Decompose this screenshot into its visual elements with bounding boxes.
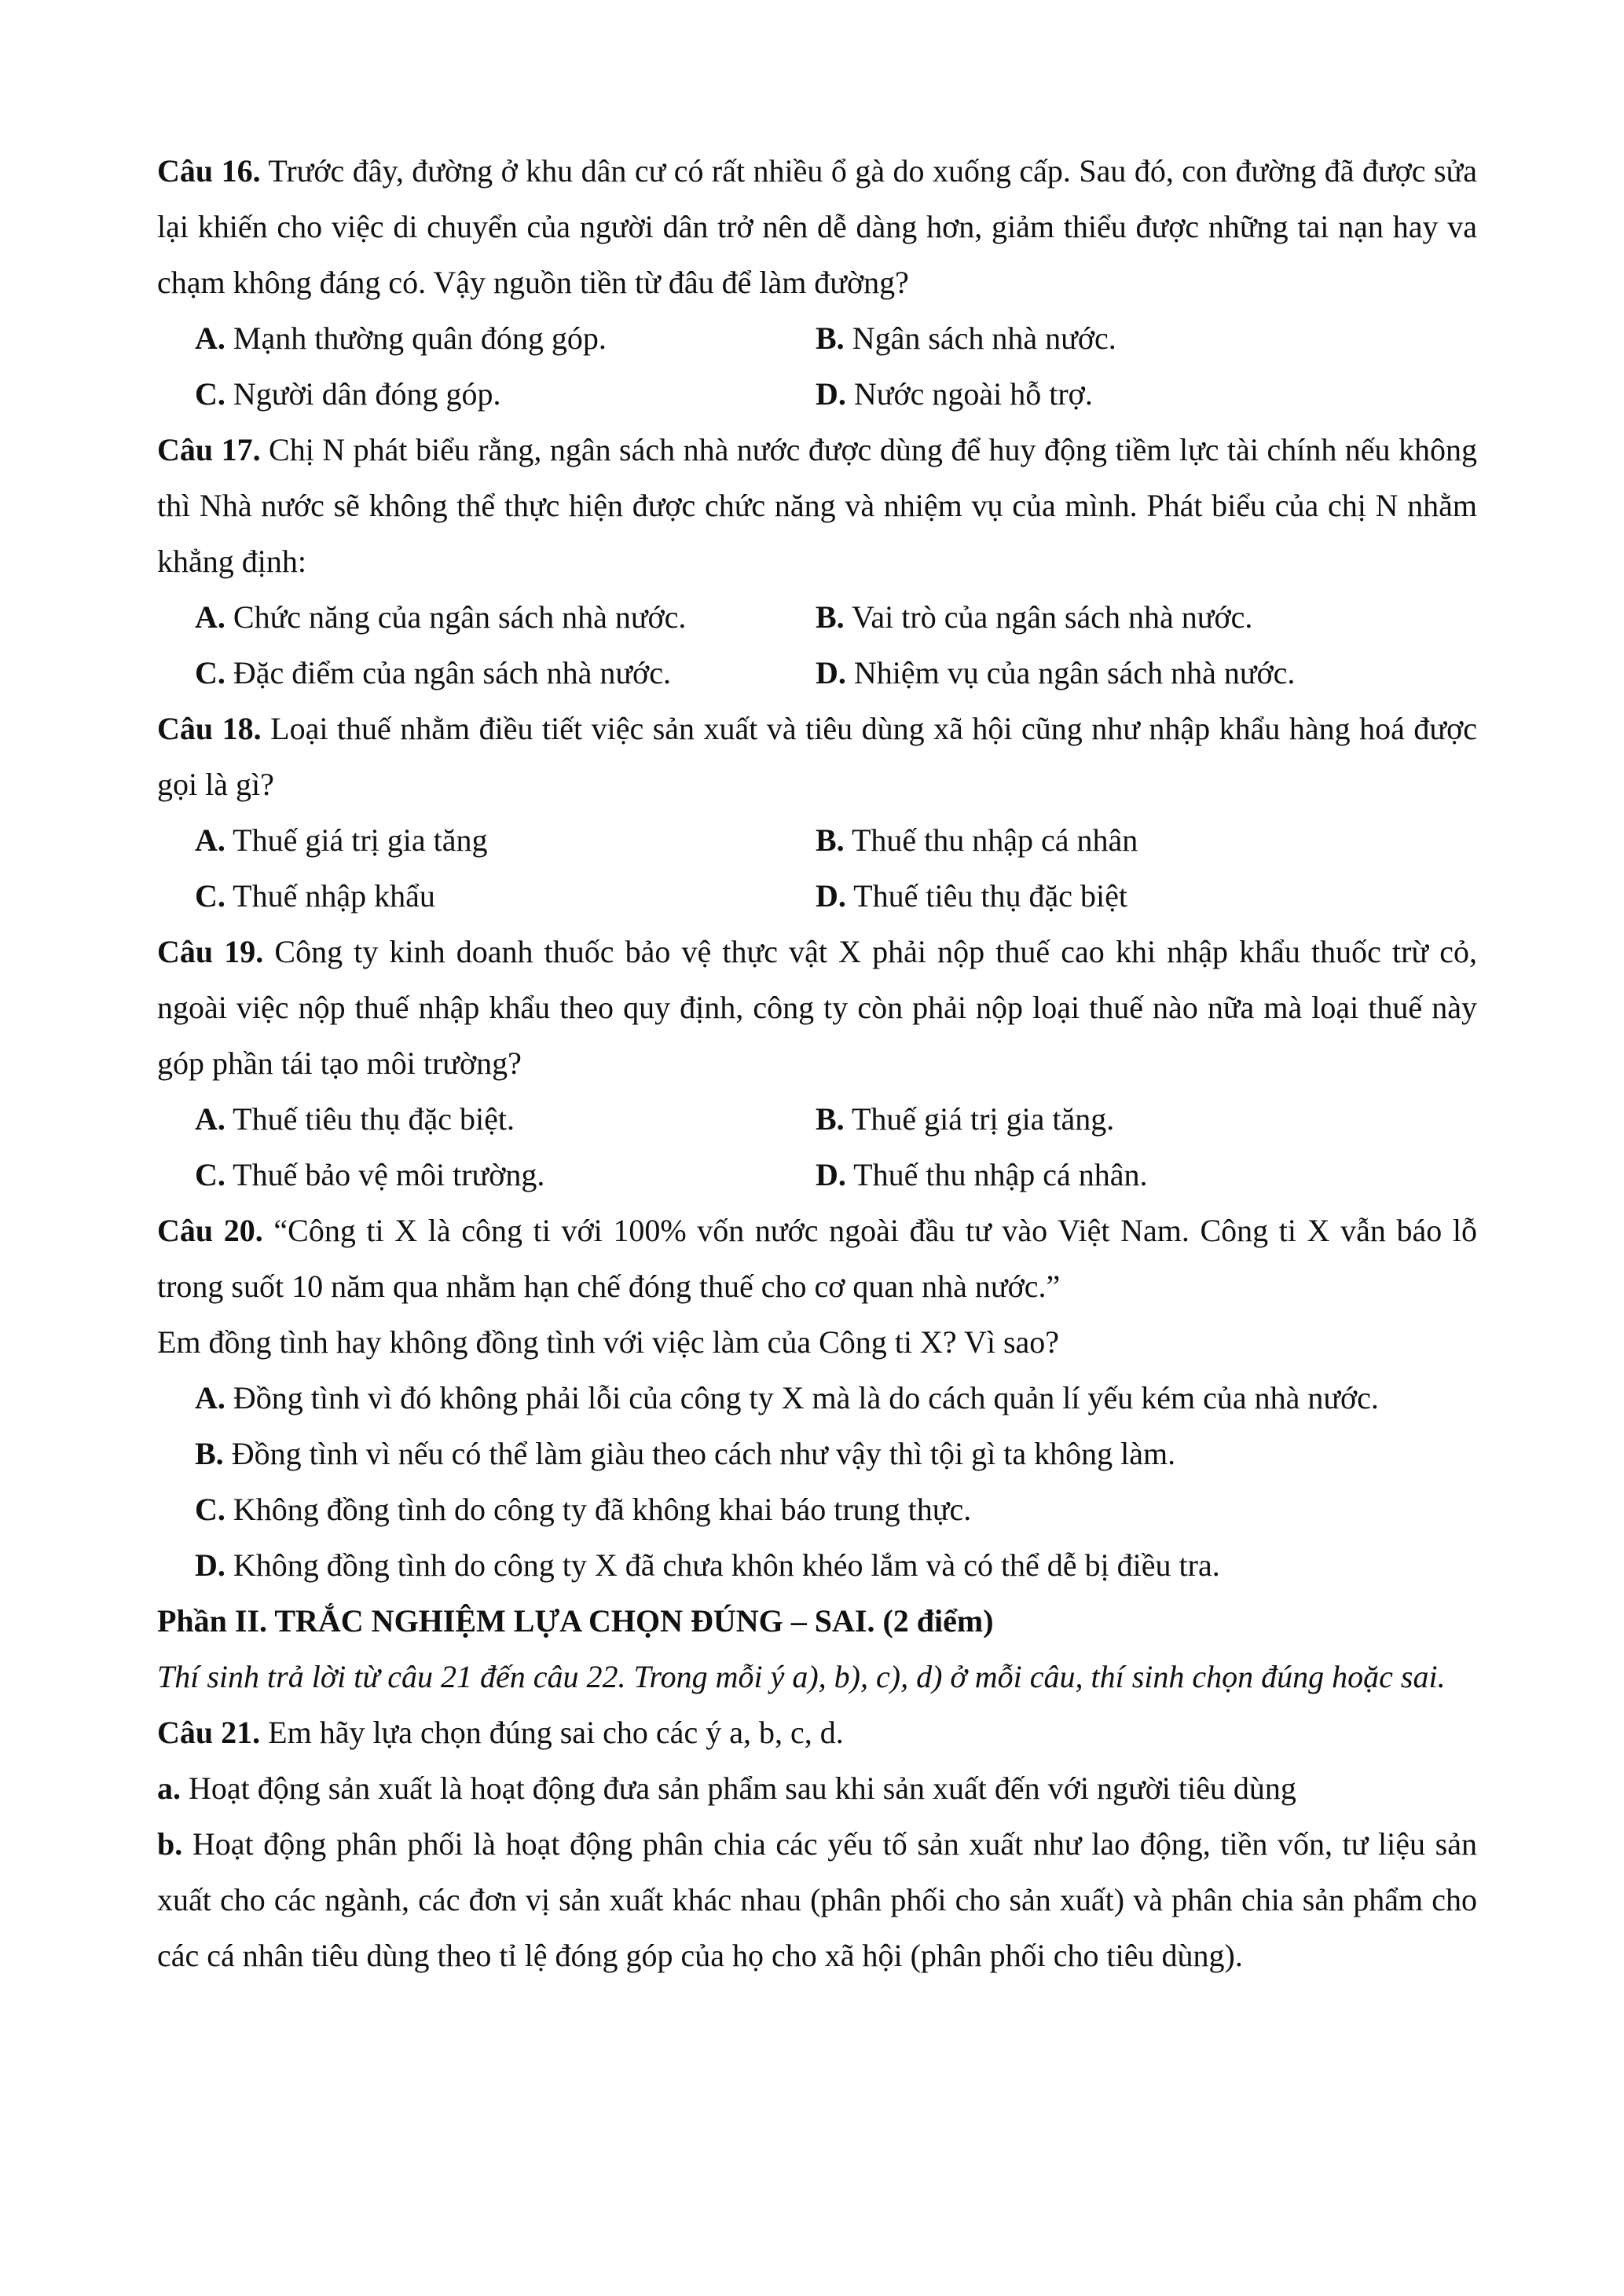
option-a[interactable] [195,310,816,366]
question-text: Em hãy lựa chọn đúng sai cho các ý a, b, c, d. [260,1715,844,1750]
statement-letter: b. [157,1826,183,1862]
question-20-options [157,1370,1477,1593]
option-text: Đồng tình vì nếu có thể làm giàu theo cách như vậy thì tội gì ta không làm. [223,1436,1176,1471]
option-d[interactable] [816,1147,1477,1203]
question-label: Câu 17. [157,432,261,467]
question-19-options [157,1091,1477,1203]
question-label: Câu 21. [157,1715,261,1750]
option-text: Thuế bảo vệ môi trường. [225,1157,545,1192]
option-text: Thuế nhập khẩu [225,878,435,914]
option-letter: C. [195,1492,225,1527]
question-18 [157,701,1477,812]
statement-b [157,1816,1477,1983]
option-text: Thuế tiêu thụ đặc biệt. [225,1101,515,1137]
question-16-options [157,310,1477,422]
option-c[interactable] [195,1481,1477,1537]
option-letter: D. [816,878,846,914]
option-letter: D. [816,1157,846,1192]
question-19 [157,924,1477,1091]
option-text: Thuế giá trị gia tăng. [844,1101,1115,1137]
option-letter: D. [816,655,846,690]
statement-text: Hoạt động phân phối là hoạt động phân chia các yếu tố sản xuất như lao động, tiền vốn, tư liệu sản xuất cho các ngành, các đơn vị sản xuất khác nhau (phân phối cho sản xuất) và phân chia sản phẩm cho các cá nhân tiêu dùng theo tỉ lệ đóng góp của họ cho xã hội (phân phối cho tiêu dùng). [157,1826,1477,1973]
question-label: Câu 18. [157,711,262,746]
option-letter: B. [816,599,845,635]
question-17 [157,422,1477,589]
option-letter: A. [195,822,225,858]
option-letter: D. [816,376,846,412]
option-letter: C. [195,1157,225,1192]
option-b[interactable] [816,1091,1477,1147]
question-label: Câu 16. [157,153,261,189]
question-20 [157,1203,1477,1314]
option-text: Thuế tiêu thụ đặc biệt [845,878,1127,914]
question-21 [157,1705,1477,1760]
option-d[interactable] [195,1537,1477,1593]
option-b[interactable] [816,812,1477,868]
option-b[interactable] [816,589,1477,645]
question-text: Loại thuế nhằm điều tiết việc sản xuất và tiêu dùng xã hội cũng như nhập khẩu hàng hoá được gọi là gì? [157,711,1477,802]
option-b[interactable] [195,1426,1477,1481]
option-letter: A. [195,599,225,635]
option-a[interactable] [195,812,816,868]
option-letter: B. [195,1436,224,1471]
option-letter: D. [195,1547,225,1583]
question-label: Câu 20. [157,1213,263,1248]
section-heading: Phần II. TRẮC NGHIỆM LỰA CHỌN ĐÚNG – SAI. (2 điểm) [157,1603,994,1639]
option-a[interactable] [195,589,816,645]
option-c[interactable] [195,645,816,701]
option-text: Thuế giá trị gia tăng [225,822,488,858]
question-20-prompt: Em đồng tình hay không đồng tình với việc làm của Công ti X? Vì sao? [157,1324,1060,1360]
option-d[interactable] [816,366,1477,422]
option-letter: A. [195,320,225,356]
option-a[interactable] [195,1370,1477,1426]
option-text: Nước ngoài hỗ trợ. [845,376,1093,412]
option-letter: C. [195,878,225,914]
option-letter: B. [816,1101,845,1137]
question-label: Câu 19. [157,934,264,969]
section-instruction: Thí sinh trả lời từ câu 21 đến câu 22. Trong mỗi ý a), b), c), d) ở mỗi câu, thí sinh chọn đúng hoặc sai. [157,1659,1446,1694]
option-text: Nhiệm vụ của ngân sách nhà nước. [845,655,1296,690]
option-a[interactable] [195,1091,816,1147]
option-letter: A. [195,1101,225,1137]
statement-letter: a. [157,1771,181,1806]
option-letter: C. [195,376,225,412]
option-text: Người dân đóng góp. [225,376,501,412]
question-17-options [157,589,1477,701]
question-18-options [157,812,1477,924]
statement-text: Hoạt động sản xuất là hoạt động đưa sản phẩm sau khi sản xuất đến với người tiêu dùng [181,1771,1296,1806]
question-text: “Công ti X là công ti với 100% vốn nước ngoài đầu tư vào Việt Nam. Công ti X vẫn báo lỗ trong suốt 10 năm qua nhằm hạn chế đóng thuế cho cơ quan nhà nước.” [157,1213,1477,1304]
option-c[interactable] [195,1147,816,1203]
option-text: Đặc điểm của ngân sách nhà nước. [225,655,671,690]
option-letter: C. [195,655,225,690]
option-letter: A. [195,1380,225,1415]
statement-a [157,1760,1477,1816]
option-text: Ngân sách nhà nước. [844,320,1116,356]
option-text: Thuế thu nhập cá nhân. [845,1157,1148,1192]
option-d[interactable] [816,868,1477,924]
option-text: Mạnh thường quân đóng góp. [225,320,607,356]
option-d[interactable] [816,645,1477,701]
option-b[interactable] [816,310,1477,366]
option-letter: B. [816,320,845,356]
option-text: Không đồng tình do công ty X đã chưa khôn khéo lắm và có thể dễ bị điều tra. [225,1547,1220,1583]
option-text: Không đồng tình do công ty đã không khai báo trung thực. [225,1492,972,1527]
exam-page [157,143,1477,1983]
option-text: Thuế thu nhập cá nhân [844,822,1138,858]
option-text: Đồng tình vì đó không phải lỗi của công ty X mà là do cách quản lí yếu kém của nhà nước. [225,1380,1379,1415]
question-text: Chị N phát biểu rằng, ngân sách nhà nước được dùng để huy động tiềm lực tài chính nếu không thì Nhà nước sẽ không thể thực hiện được chức năng và nhiệm vụ của mình. Phát biểu của chị N nhằm khẳng định: [157,432,1477,579]
question-16 [157,143,1477,310]
option-letter: B. [816,822,845,858]
question-text: Trước đây, đường ở khu dân cư có rất nhiều ổ gà do xuống cấp. Sau đó, con đường đã được sửa lại khiến cho việc di chuyển của người dân trở nên dễ dàng hơn, giảm thiểu được những tai nạn hay va chạm không đáng có. Vậy nguồn tiền từ đâu để làm đường? [157,153,1477,300]
option-text: Chức năng của ngân sách nhà nước. [225,599,687,635]
question-text: Công ty kinh doanh thuốc bảo vệ thực vật X phải nộp thuế cao khi nhập khẩu thuốc trừ cỏ, ngoài việc nộp thuế nhập khẩu theo quy định, công ty còn phải nộp loại thuế nào nữa mà loại thuế này góp phần tái tạo môi trường? [157,934,1477,1081]
option-c[interactable] [195,366,816,422]
option-c[interactable] [195,868,816,924]
option-text: Vai trò của ngân sách nhà nước. [844,599,1253,635]
